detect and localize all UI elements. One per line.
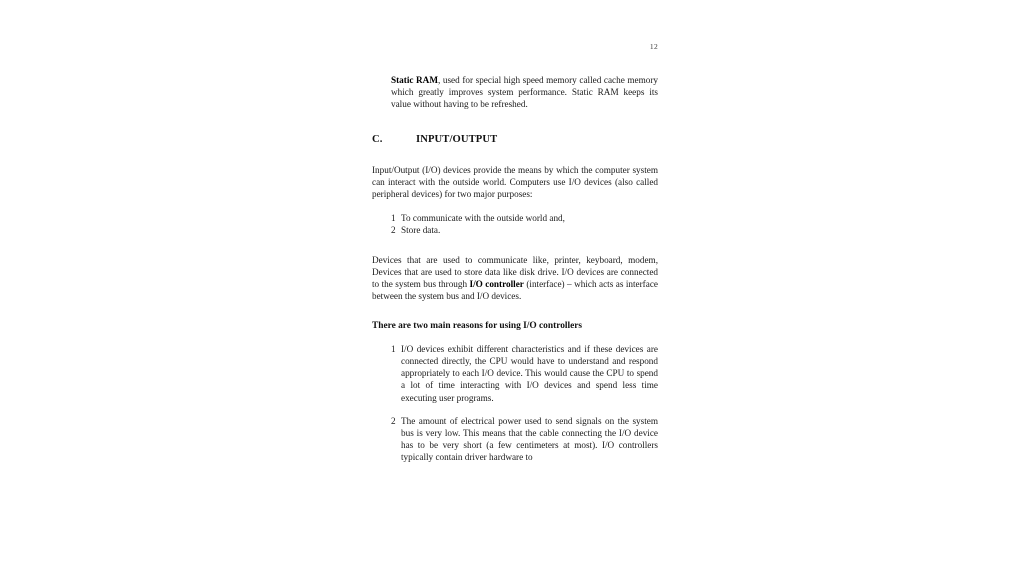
paragraph-devices-part2: (interface) – which acts as interface between the system bus and I/O devices.: [372, 278, 658, 302]
spacer: [372, 110, 658, 133]
intro-bold-lead: Static RAM: [391, 75, 438, 85]
page-number: 12: [649, 42, 658, 51]
intro-paragraph-text: , used for special high speed memory called cache memory which greatly improves system performance. Static RAM keeps its value without having to be refreshed.: [391, 75, 658, 110]
list-item-text: To communicate with the outside world and,: [401, 212, 565, 223]
list-item-marker: 2: [391, 224, 396, 235]
purposes-list: [372, 212, 658, 236]
paragraph-io-intro: Input/Output (I/O) devices provide the means by which the computer system can interact with the outside world. Computers use I/O devices (also called peripheral devices) for two major purposes:: [372, 165, 658, 200]
io-controller-bold-term: I/O controller: [469, 278, 524, 289]
list-item: [391, 343, 658, 403]
list-item: [391, 212, 658, 224]
spacer: [372, 201, 658, 212]
spacer: [372, 332, 658, 343]
list-item-marker: 1: [391, 344, 396, 355]
reasons-list: [372, 343, 658, 463]
page-text-column: [372, 42, 658, 463]
spacer: [372, 146, 658, 164]
paragraph-devices-part1: Devices that are used to communicate like, printer, keyboard, modem, Devices that are used to store data like disk drive. I/O devices are connected to the system bus through: [372, 254, 658, 289]
list-item: [391, 224, 658, 236]
section-heading-label: C.: [372, 134, 383, 146]
intro-paragraph: [391, 74, 658, 110]
paragraph-devices: [372, 254, 658, 302]
section-heading-title: INPUT/OUTPUT: [415, 134, 498, 146]
spacer: [372, 236, 658, 254]
reasons-subheading: There are two main reasons for using I/O controllers: [372, 321, 583, 332]
list-item-text: I/O devices exhibit different characteristics and if these devices are connected directly, the CPU would have to understand and respond appropriately to each I/O device. This would cause the CPU to spend a lot of time interacting with I/O devices and spend less time executing user programs.: [401, 344, 658, 403]
list-item-text: The amount of electrical power used to send signals on the system bus is very low. This means that the cable connecting the I/O device has to be very short (a few centimeters at most). I/O controllers typically contain driver hardware to: [401, 415, 658, 462]
section-heading: [372, 133, 658, 146]
list-item: [391, 415, 658, 463]
list-item-marker: 2: [391, 415, 396, 426]
spacer: [372, 302, 658, 320]
list-item-marker: 1: [391, 212, 396, 223]
list-item-text: Store data.: [401, 224, 441, 235]
